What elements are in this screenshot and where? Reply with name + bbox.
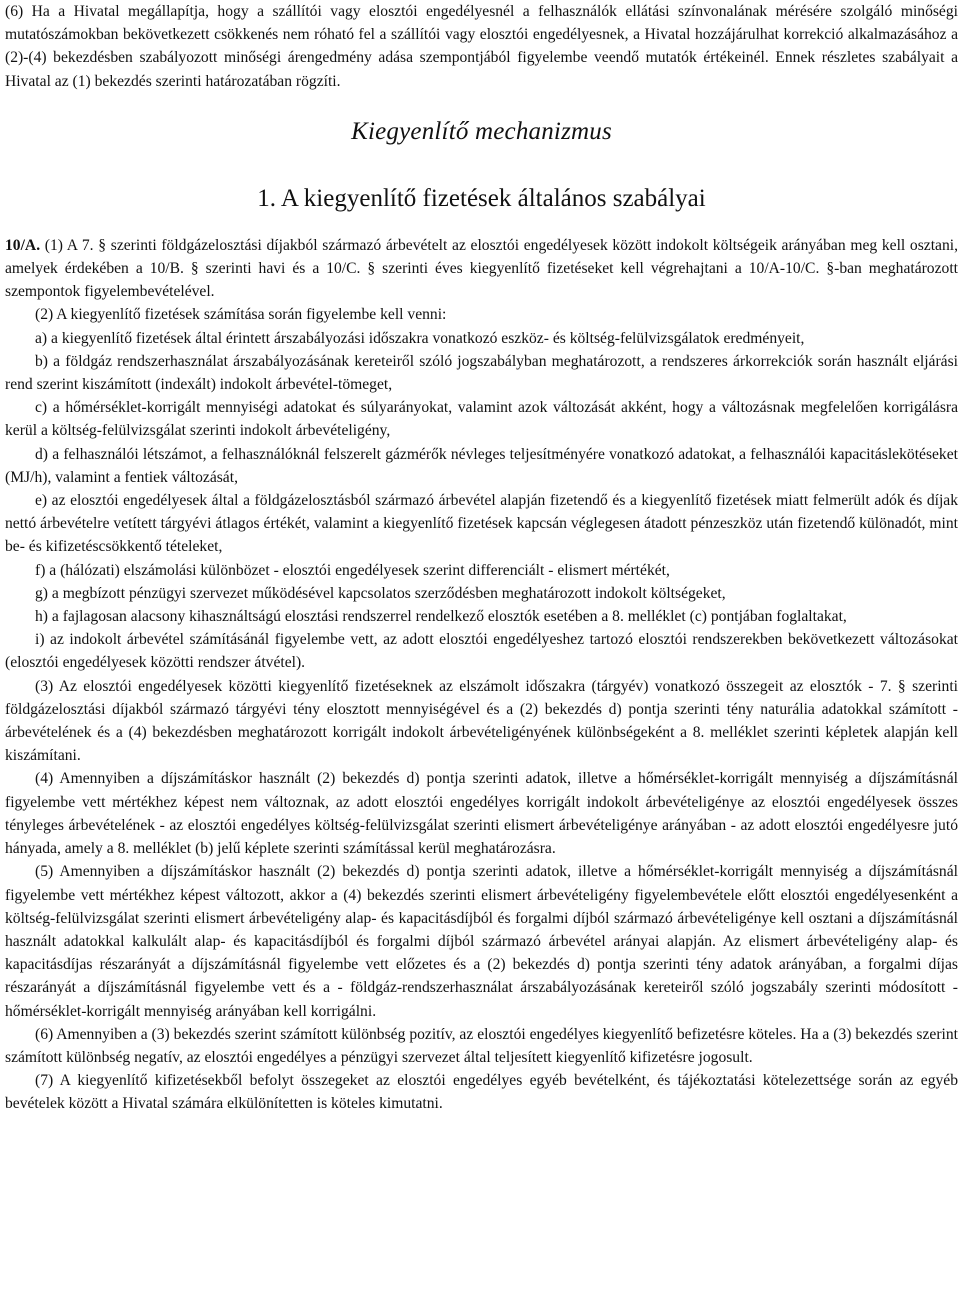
list-item-f: f) a (hálózati) elszámolási különbözet - elosztói engedélyesek szerint differenciált - elismert mértékét, xyxy=(35,561,670,579)
list-item-d: d) a felhasználói létszámot, a felhasználóknál felszerelt gázmérők névleges teljesítményére vonatkozó adatokat, a felhasználói kapacitáslekötéseket (MJ/h), valamint a fentiek változását, xyxy=(5,445,958,486)
paragraph-6-intro: (6) Ha a Hivatal megállapítja, hogy a szállítói vagy elosztói engedélyesnél a felhasználók ellátási színvonalának mérésére szolgáló minőségi mutatószámokban bekövetkezett csökkenés nem róható fel a szállítói vagy elosztói engedélyesnek, a Hivatal hozzájárulhat korrekció alkalmazásához a (2)-(4) bekezdésben szabályozott minőségi árengedmény adása szempontjából figyelembe veendő mutatók értékeinél. Ennek részletes szabályait a Hivatal az (1) bekezdés szerinti határozatában rögzíti. xyxy=(5,3,958,90)
paragraph-10A-1-text: (1) A 7. § szerinti földgázelosztási díjakból származó árbevételt az elosztói engedélyesek között indokolt költségeik arányában meg kell osztani, amelyek érdekében a 10/B. § szerinti havi és a 10/C. § szerinti éves kiegyenlítő fizetéseket kell végrehajtani a 10/A-10/C. §-ban meghatározott szempontok figyelembevételével. xyxy=(5,236,958,301)
paragraph-10A-6: (6) Amennyiben a (3) bekezdés szerint számított különbség pozitív, az elosztói engedélyes kiegyenlítő befizetésre köteles. Ha a (3) bekezdés szerint számított különbség negatív, az elosztói engedélyes a pénzügyi szervezet által teljesített kiegyenlítő kifizetésre jogosult. xyxy=(5,1025,958,1066)
section-number: 10/A. xyxy=(5,236,41,254)
list-item-i: i) az indokolt árbevétel számításánál figyelembe vett, az adott elosztói engedélyeshez tartozó elosztói rendszerekben bekövetkezett változásokat (elosztói engedélyesek közötti rendszer átvétel). xyxy=(5,631,958,672)
list-item-c: c) a hőmérséklet-korrigált mennyiségi adatokat és súlyarányokat, valamint azok változását akként, hogy a változásnak megfelelően korrigálásra kerül a költség-felülvizsgálat szerinti indokolt árbevételigény, xyxy=(5,399,958,440)
chapter-title: Kiegyenlítő mechanizmus xyxy=(351,117,612,145)
list-item-a: a) a kiegyenlítő fizetések által érintett árszabályozási időszakra vonatkozó eszköz- és költség-felülvizsgálatok eredményeit, xyxy=(35,329,805,347)
paragraph-10A-2: (2) A kiegyenlítő fizetések számítása során figyelembe kell venni: xyxy=(35,306,447,324)
list-item-h: h) a fajlagosan alacsony kihasználtságú elosztási rendszerrel rendelkező elosztók esetében a 8. melléklet (c) pontjában foglaltakat, xyxy=(35,608,847,626)
paragraph-10A-5: (5) Amennyiben a díjszámításkor használt (2) bekezdés d) pontja szerinti adatok, illetve a hőmérséklet-korrigált mennyiség a díjszámításnál figyelembe vett mértékhez képest változott, akkor a (4) bekezdés szerinti elismert árbevételigény figyelembevétele előtt elosztói engedélyesenként a költség-felülvizsgálat szerinti elismert árbevételigény alap- és kapacitásdíjból és forgalmi díjból származó árbevételigénye kell osztani a díjszámításnál használt adatokkal kalkulált alap- és kapacitásdíjból és forgalmi díjból származó árbevétel arányai alapján. Az elismert árbevételigény alap- és kapacitásdíjas részarányát a díjszámításnál figyelembe vett előzetes és a (2) bekezdés d) pontja szerinti tény adatok arányában, a forgalmi díjas részarányát a díjszámításnál figyelembe vett és a - földgáz-rendszerhasználat árszabályozásának kereteiről szóló jogszabály szerinti módosított - hőmérséklet-korrigált mennyiség arányában kell korrigálni. xyxy=(5,863,958,1020)
list-item-e: e) az elosztói engedélyesek által a földgázelosztásból származó árbevétel alapján fizetendő és a kiegyenlítő fizetések miatt felmerült adók és díjak nettó árbevételre vetített tárgyévi átlagos értékét, valamint a kiegyenlítő fizetések kapcsán véglegesen átadott pénzeszköz után fizetendő különadót, mint be- és kifizetéscsökkentő tételeket, xyxy=(5,492,958,556)
list-item-g: g) a megbízott pénzügyi szervezet működésével kapcsolatos szerződésben meghatározott indokolt költségeket, xyxy=(35,584,726,602)
paragraph-10A-4: (4) Amennyiben a díjszámításkor használt (2) bekezdés d) pontja szerinti adatok, illetve a hőmérséklet-korrigált mennyiség a díjszámításnál figyelembe vett mértékhez képest nem változnak, az adott elosztói engedélyes korrigált indokolt árbevételigénye az elosztói engedélyesek összes tényleges árbevételének - az elosztói engedélyes költség-felülvizsgálat szerinti elismert árbevételigénye arányában - az adott elosztói engedélyesre jutó hányada, amely a 8. melléklet (b) jelű képlete szerinti számítással kerül meghatározásra. xyxy=(5,770,958,858)
list-item-b: b) a földgáz rendszerhasználat árszabályozásának kereteiről szóló jogszabályban meghatározott, a rendszeres árkorrekciók során használt eljárási rend szerint kiszámított (indexált) indokolt árbevétel-tömeget, xyxy=(5,352,958,394)
paragraph-10A-1 xyxy=(5,234,958,304)
section-title: 1. A kiegyenlítő fizetések általános szabályai xyxy=(257,184,706,212)
paragraph-10A-7: (7) A kiegyenlítő kifizetésekből befolyt összegeket az elosztói engedélyes egyéb bevételként, és tájékoztatási kötelezettsége során az egyéb bevételek között a Hivatal számára elkülönítetten is köteles kimutatni. xyxy=(5,1072,958,1113)
paragraph-10A-3: (3) Az elosztói engedélyesek közötti kiegyenlítő fizetéseknek az elszámolt időszakra (tárgyév) vonatkozó összegeit az elosztók - 7. § szerinti földgázelosztási díjakból származó tárgyévi tény elosztott mennyiségével és a (2) bekezdés d) pontja szerinti tény naturália adatokkal számított - árbevételének és a (4) bekezdésben meghatározott korrigált indokolt árbevételigényének különbségeként a 8. melléklet szerinti képletek alapján kell kiszámítani. xyxy=(5,677,958,765)
